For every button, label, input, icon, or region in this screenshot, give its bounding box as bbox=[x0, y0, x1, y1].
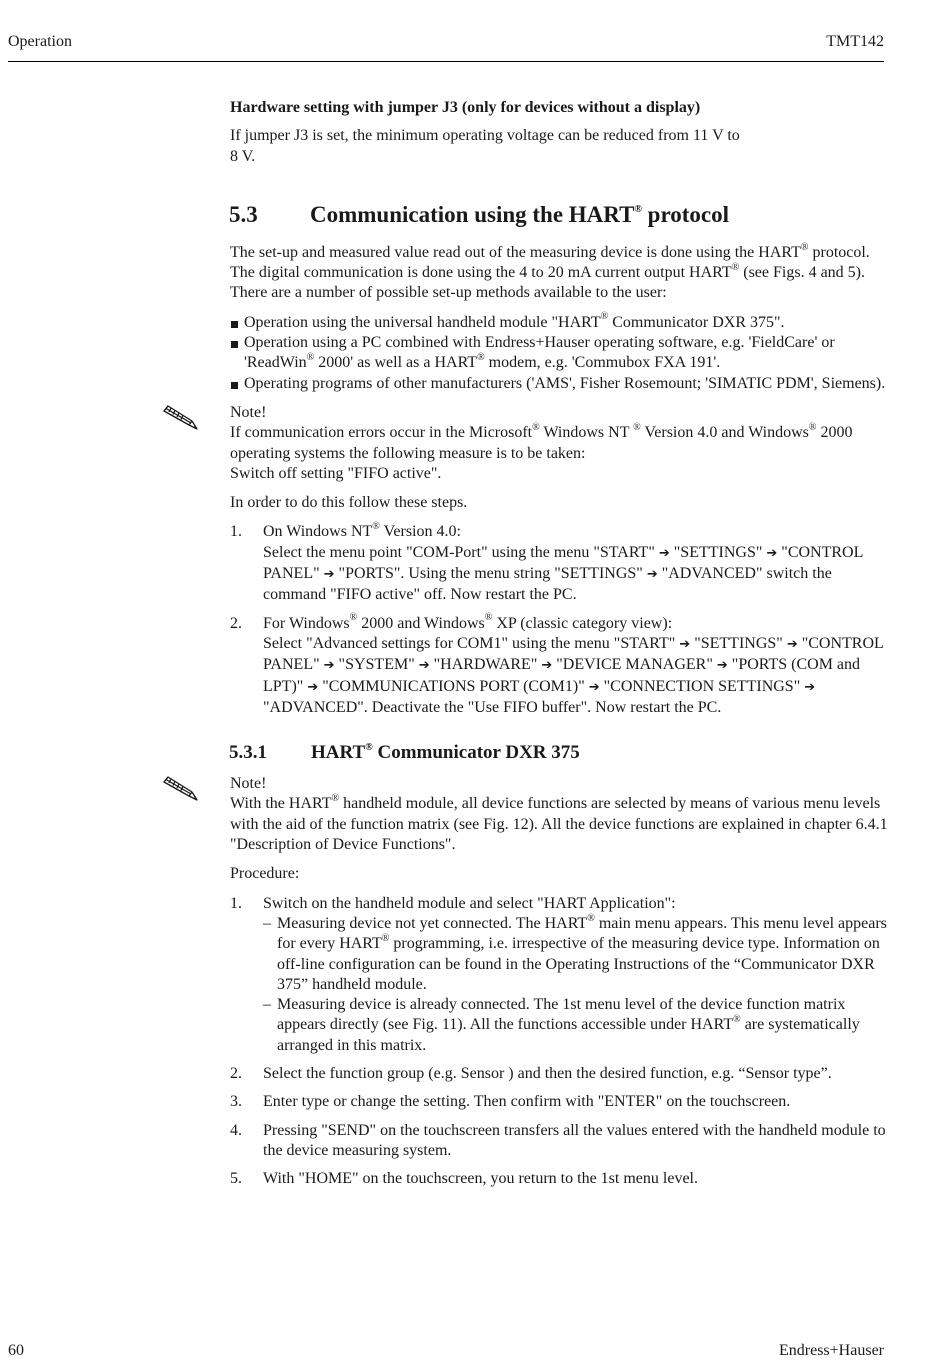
list-item: Operating programs of other manufacturers ('AMS', Fisher Rosemount; 'SIMATIC PDM', Siemens). bbox=[230, 374, 890, 394]
pencil-icon bbox=[161, 403, 201, 433]
note-label: Note! bbox=[230, 775, 267, 793]
list-item: – Measuring device is already connected. The 1st menu level of the device function matrix appears directly (see Fig. 11). All the functions accessible under HART® are systematically arranged in this matrix. bbox=[263, 995, 890, 1056]
follow-steps-text: In order to do this follow these steps. bbox=[230, 494, 468, 512]
list-item: – Measuring device not yet connected. The HART® main menu appears. This menu level appears for every HART® programming, i.e. irrespective of the measuring device type. Information on off-line configuration can be found in the Operating Instructions of the “Communicator DXR 375” handheld module. bbox=[263, 914, 890, 995]
list-item: 5. With "HOME" on the touchscreen, you return to the 1st menu level. bbox=[230, 1170, 698, 1188]
section-title: Communication using the HART® protocol bbox=[310, 201, 730, 227]
list-item: 2. Select the function group (e.g. Sensor ) and then the desired function, e.g. “Sensor type”. bbox=[230, 1064, 832, 1082]
page-header bbox=[8, 31, 884, 62]
section-heading-5-3 bbox=[229, 201, 890, 229]
windows-steps-list bbox=[230, 522, 890, 718]
section-heading-5-3-1 bbox=[229, 741, 890, 765]
section-number: 5.3 bbox=[229, 201, 258, 227]
hardware-setting-heading: Hardware setting with jumper J3 (only for devices without a display) bbox=[230, 99, 701, 116]
procedure-label: Procedure: bbox=[230, 865, 300, 883]
subsection-number: 5.3.1 bbox=[229, 742, 267, 764]
subsection-title: HART® Communicator DXR 375 bbox=[311, 741, 580, 764]
pencil-icon bbox=[161, 774, 201, 804]
procedure-steps-list bbox=[230, 894, 890, 1190]
header-section-title: Operation bbox=[8, 33, 72, 50]
list-item: 1. On Windows NT® Version 4.0: Select the menu point "COM-Port" using the menu "START" ➔ "SETTINGS" ➔ "CONTROL PANEL" ➔ "PORTS". Using the menu string "SETTINGS" ➔ "ADVANCED" switch the command "FIFO active" off. Now restart the PC. bbox=[230, 521, 863, 604]
note-block bbox=[230, 403, 890, 484]
list-item: 1. Switch on the handheld module and select "HART Application": – Measuring device not yet connected. The HART® main menu appears. This menu level appears for every HART® programming, i.e. irrespective of the measuring device type. Information on off-line configuration can be found in the Operating Instructions of the “Communicator DXR 375” handheld module. – Measuring device is already connected. The 1st menu level of the device function matrix appears directly (see Fig. 11). All the functions accessible under HART® are systematically arranged in this matrix. bbox=[230, 894, 890, 1056]
list-item: Operation using a PC combined with Endress+Hauser operating software, e.g. 'FieldCare' or 'ReadWin® 2000' as well as a HART® modem, e.g. 'Commubox FXA 191'. bbox=[230, 333, 890, 374]
list-item: Operation using the universal handheld module "HART® Communicator DXR 375". bbox=[230, 313, 890, 333]
hardware-setting-text: If jumper J3 is set, the minimum operating voltage can be reduced from 11 V to 8 V. bbox=[230, 127, 740, 165]
sub-list bbox=[263, 914, 890, 1056]
page-content bbox=[230, 98, 890, 1198]
setup-methods-list bbox=[230, 313, 890, 394]
list-item: 4. Pressing "SEND" on the touchscreen transfers all the values entered with the handheld module to the device measuring system. bbox=[230, 1121, 886, 1159]
list-item: 3. Enter type or change the setting. Then confirm with "ENTER" on the touchscreen. bbox=[230, 1093, 791, 1111]
note-text: With the HART® handheld module, all device functions are selected by means of various menu levels with the aid of the function matrix (see Fig. 12). All the device functions are explained in chapter 6.4.1 "Description of Device Functions". bbox=[230, 793, 888, 854]
list-item: 2. For Windows® 2000 and Windows® XP (classic category view): Select "Advanced settings for COM1" using the menu "START" ➔ "SETTINGS" ➔ "CONTROL PANEL" ➔ "SYSTEM" ➔ "HARDWARE" ➔ "DEVICE MANAGER" ➔ "PORTS (COM and LPT)" ➔ "COMMUNICATIONS PORT (COM1)" ➔ "CONNECTION SETTINGS" ➔ "ADVANCED". Deactivate the "Use FIFO buffer". Now restart the PC. bbox=[230, 612, 884, 716]
note-block bbox=[230, 774, 890, 855]
note-label: Note! bbox=[230, 403, 267, 421]
page-number: 60 bbox=[8, 1342, 24, 1359]
note-text: If communication errors occur in the Microsoft® Windows NT ® Version 4.0 and Windows® 2000 operating systems the following measure is to be taken: bbox=[230, 421, 853, 462]
note-instruction: Switch off setting "FIFO active". bbox=[230, 464, 442, 482]
section-intro: The set-up and measured value read out of the measuring device is done using the HART® protocol. The digital communication is done using the 4 to 20 mA current output HART® (see Figs. 4 and 5). There are a number of possible set-up methods available to the user: bbox=[230, 241, 870, 302]
header-product-name: TMT142 bbox=[826, 33, 884, 50]
brand-name: Endress+Hauser bbox=[779, 1342, 884, 1359]
